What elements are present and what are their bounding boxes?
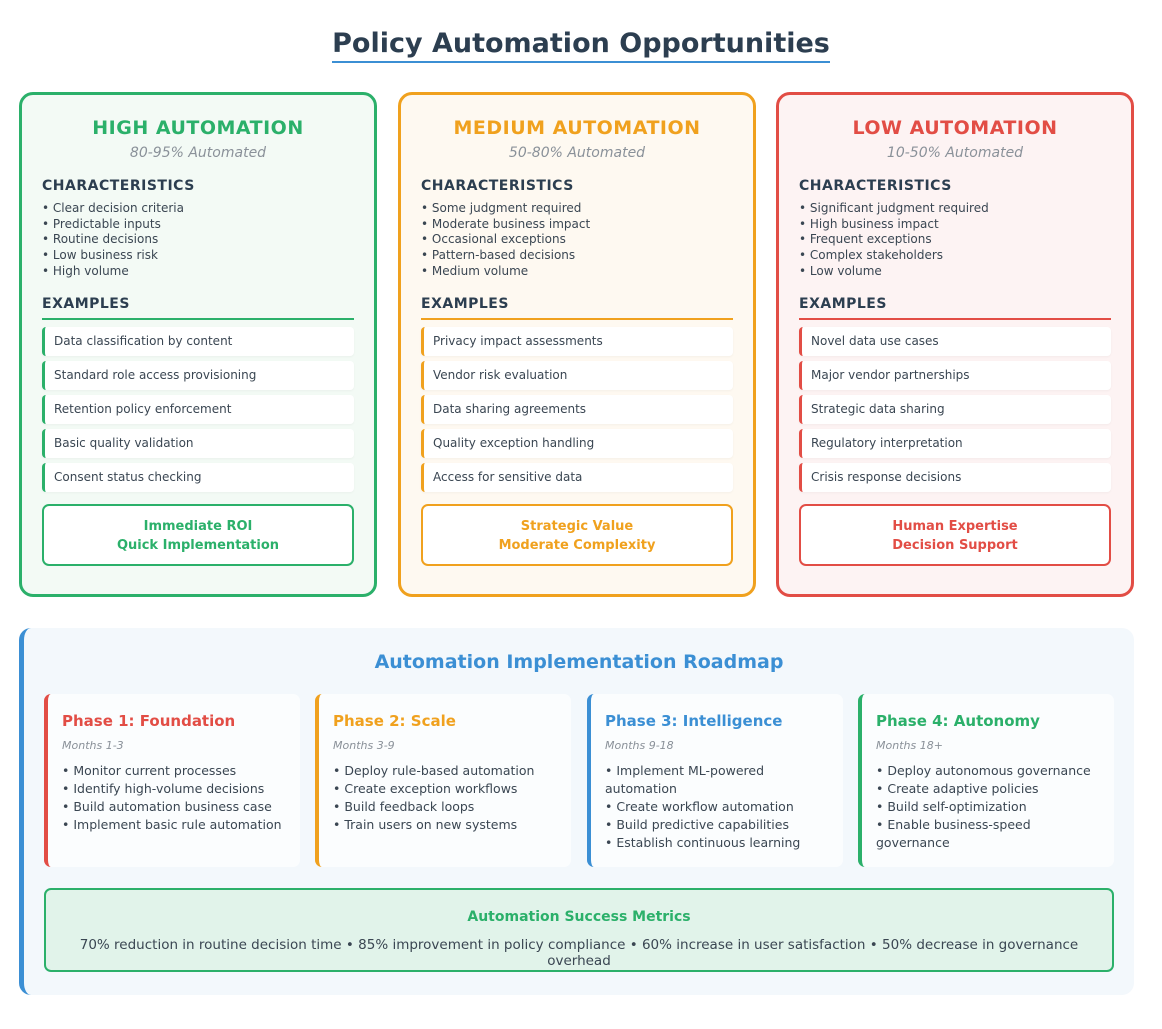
characteristic-item: • Routine decisions (42, 232, 354, 248)
phase-title: Phase 4: Autonomy (876, 712, 1040, 730)
phase-card-intelligence (587, 694, 843, 867)
card-footer-line: Strategic Value (520, 518, 634, 534)
page-title-text: Policy Automation Opportunities (332, 28, 830, 63)
card-subtitle: 10-50% Automated (886, 145, 1024, 161)
phase-item: • Build self-optimization (876, 798, 1100, 816)
characteristic-item: • Clear decision criteria (42, 201, 354, 217)
roadmap-title: Automation Implementation Roadmap (374, 651, 784, 673)
phase-item: • Create adaptive policies (876, 780, 1100, 798)
characteristics-list (421, 201, 733, 280)
phase-list (62, 762, 286, 834)
card-footer (421, 504, 733, 566)
characteristic-item: • Complex stakeholders (799, 248, 1111, 264)
examples-list (799, 327, 1111, 492)
examples-heading: EXAMPLES (42, 296, 354, 320)
phase-item: • Build automation business case (62, 798, 286, 816)
example-item: Standard role access provisioning (42, 361, 354, 390)
characteristic-item: • High business impact (799, 217, 1111, 233)
success-metrics-box (44, 888, 1114, 972)
examples-heading: EXAMPLES (799, 296, 1111, 320)
characteristic-item: • Frequent exceptions (799, 232, 1111, 248)
phase-item: • Create exception workflows (333, 780, 557, 798)
card-title: LOW AUTOMATION (852, 117, 1058, 139)
characteristic-item: • Occasional exceptions (421, 232, 733, 248)
characteristic-item: • Medium volume (421, 264, 733, 280)
metrics-title: Automation Success Metrics (467, 909, 691, 925)
characteristics-heading: CHARACTERISTICS (421, 178, 574, 194)
example-item: Vendor risk evaluation (421, 361, 733, 390)
metrics-text: 70% reduction in routine decision time • 85% improvement in policy compliance • 60% increase in user satisfaction • 50% decrease in governance overhead (79, 937, 1079, 969)
phase-item: • Deploy autonomous governance (876, 762, 1100, 780)
card-subtitle: 50-80% Automated (508, 145, 646, 161)
card-footer-line: Moderate Complexity (498, 537, 656, 553)
phase-list (605, 762, 829, 852)
example-item: Novel data use cases (799, 327, 1111, 356)
example-item: Retention policy enforcement (42, 395, 354, 424)
characteristic-item: • Significant judgment required (799, 201, 1111, 217)
characteristic-item: • Some judgment required (421, 201, 733, 217)
phase-item: • Build predictive capabilities (605, 816, 829, 834)
examples-heading: EXAMPLES (421, 296, 733, 320)
characteristic-item: • Low business risk (42, 248, 354, 264)
example-item: Crisis response decisions (799, 463, 1111, 492)
card-footer-line: Human Expertise (892, 518, 1018, 534)
characteristics-list (799, 201, 1111, 280)
card-title: HIGH AUTOMATION (92, 117, 304, 139)
low-automation-card (776, 92, 1134, 597)
example-item: Data classification by content (42, 327, 354, 356)
phase-list (876, 762, 1100, 852)
phase-card-foundation (44, 694, 300, 867)
example-item: Strategic data sharing (799, 395, 1111, 424)
examples-list (421, 327, 733, 492)
card-footer (42, 504, 354, 566)
phase-title: Phase 3: Intelligence (605, 712, 783, 730)
phase-item: • Establish continuous learning (605, 834, 829, 852)
phase-months: Months 18+ (876, 739, 943, 752)
characteristics-heading: CHARACTERISTICS (42, 178, 195, 194)
page-title (0, 28, 1162, 63)
phase-item: • Implement basic rule automation (62, 816, 286, 834)
example-item: Basic quality validation (42, 429, 354, 458)
phase-item: • Implement ML-powered automation (605, 762, 829, 798)
phase-item: • Monitor current processes (62, 762, 286, 780)
example-item: Major vendor partnerships (799, 361, 1111, 390)
phase-title: Phase 1: Foundation (62, 712, 236, 730)
medium-automation-card (398, 92, 756, 597)
phase-item: • Deploy rule-based automation (333, 762, 557, 780)
phase-months: Months 9-18 (605, 739, 674, 752)
card-footer (799, 504, 1111, 566)
high-automation-card (19, 92, 377, 597)
phase-item: • Enable business-speed governance (876, 816, 1100, 852)
phase-title: Phase 2: Scale (333, 712, 456, 730)
roadmap-section (19, 628, 1134, 995)
phase-item: • Create workflow automation (605, 798, 829, 816)
card-footer-line: Immediate ROI (143, 518, 253, 534)
phase-item: • Identify high-volume decisions (62, 780, 286, 798)
card-title: MEDIUM AUTOMATION (453, 117, 701, 139)
card-footer-line: Decision Support (892, 537, 1018, 553)
example-item: Consent status checking (42, 463, 354, 492)
phase-list (333, 762, 557, 834)
example-item: Quality exception handling (421, 429, 733, 458)
characteristic-item: • Predictable inputs (42, 217, 354, 233)
characteristic-item: • Moderate business impact (421, 217, 733, 233)
card-subtitle: 80-95% Automated (129, 145, 267, 161)
phase-item: • Build feedback loops (333, 798, 557, 816)
phase-card-autonomy (858, 694, 1114, 867)
example-item: Access for sensitive data (421, 463, 733, 492)
card-footer-line: Quick Implementation (116, 537, 280, 553)
example-item: Data sharing agreements (421, 395, 733, 424)
characteristics-heading: CHARACTERISTICS (799, 178, 952, 194)
characteristic-item: • Pattern-based decisions (421, 248, 733, 264)
examples-list (42, 327, 354, 492)
characteristics-list (42, 201, 354, 280)
characteristic-item: • High volume (42, 264, 354, 280)
example-item: Privacy impact assessments (421, 327, 733, 356)
phase-months: Months 1-3 (62, 739, 124, 752)
example-item: Regulatory interpretation (799, 429, 1111, 458)
characteristic-item: • Low volume (799, 264, 1111, 280)
phase-item: • Train users on new systems (333, 816, 557, 834)
phase-months: Months 3-9 (333, 739, 395, 752)
phase-card-scale (315, 694, 571, 867)
